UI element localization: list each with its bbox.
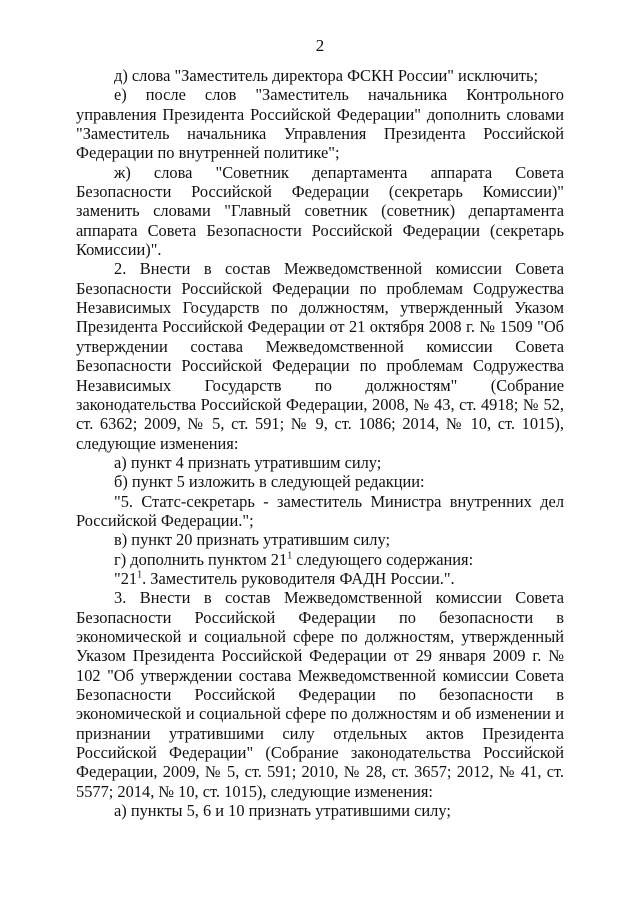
paragraph-text: . Заместитель руководителя ФАДН России.". [142,568,455,588]
paragraph-text: 3. Внести в состав Межведомственной комиссии Совета Безопасности Российской Федерации по безопасности в экономической и социальной сфере по должностям, утвержденный Указом Президента Российской Федерации от 29 января 2009 г. № 102 "Об утверждении состава Межведомственной комиссии Совета Безопасности Российской Федерации по безопасности в экономической и социальной сфере по должностям и об изменении и признании утратившими силу отдельных актов Президента Российской Федерации" (Собрание законодательства Российской Федерации, 2009, № 5, ст. 591; 2010, № 28, ст. 3657; 2012, № 41, ст. 5577; 2014, № 10, ст. 1015), следующие изменения: [76,588,564,801]
paragraph-d [76,66,564,85]
paragraph-text: е) после слов "Заместитель начальника Контрольного управления Президента Российской Федерации" дополнить словами "Заместитель начальника Управления Президента Российской Федерации по внутренней политике"; [76,85,564,163]
paragraph-v [76,530,564,549]
paragraph-text: 2. Внести в состав Межведомственной комиссии Совета Безопасности Российской Федерации по проблемам Содружества Независимых Государств по должностям, утвержденный Указом Президента Российской Федерации от 21 октября 2008 г. № 1509 "Об утверждении состава Межведомственной комиссии Совета Безопасности Российской Федерации по проблемам Содружества Независимых Государств по должностям" (Собрание законодательства Российской Федерации, 2008, № 43, ст. 4918; № 52, ст. 6362; 2009, № 5, ст. 591; № 9, ст. 1086; 2014, № 10, ст. 1015), следующие изменения: [76,259,564,453]
paragraph-text: следующего содержания: [292,549,474,569]
paragraph-text: г) дополнить пунктом 21 [114,549,288,569]
paragraph-text: в) пункт 20 признать утратившим силу; [114,530,390,550]
paragraph-text: ж) слова "Советник департамента аппарата Совета Безопасности Российской Федерации (секретарь Комиссии)" заменить словами "Главный советник (советник) департамента аппарата Совета Безопасности Российской Федерации (секретарь Комиссии)". [76,162,564,260]
paragraph-quote-21-1 [76,569,564,588]
paragraph-text: а) пункты 5, 6 и 10 признать утратившими силу; [114,801,451,821]
paragraph-text: а) пункт 4 признать утратившим силу; [114,452,382,472]
paragraph-zh [76,163,564,260]
paragraph-text: "21 [114,568,138,588]
paragraph-quote-5 [76,492,564,531]
paragraph-item-2 [76,259,564,452]
superscript: 1 [137,569,143,581]
paragraph-b [76,472,564,491]
paragraph-e [76,85,564,162]
paragraph-item-3 [76,588,564,801]
paragraph-a2 [76,801,564,820]
paragraph-text: "5. Статс-секретарь - заместитель Министра внутренних дел Российской Федерации."; [76,491,564,530]
paragraph-g [76,550,564,569]
paragraph-text: б) пункт 5 изложить в следующей редакции: [114,472,425,492]
superscript: 1 [287,550,293,562]
page-number: 2 [315,36,325,55]
document-body [76,66,564,820]
paragraph-text: д) слова "Заместитель директора ФСКН России" исключить; [114,66,539,85]
paragraph-a [76,453,564,472]
